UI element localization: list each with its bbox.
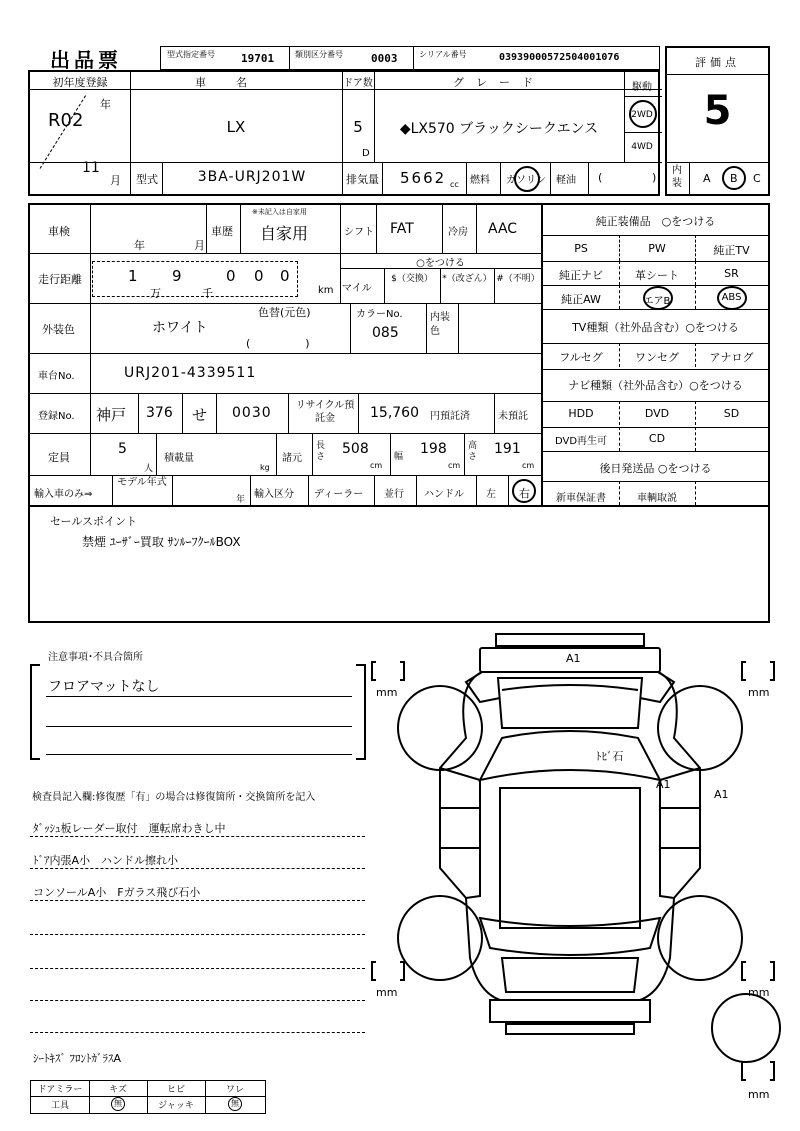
inspector-note-3: コンソールA小 Fガラス飛び石小	[33, 886, 201, 899]
legend-crack: ヒビ	[166, 1085, 185, 1095]
navi-sd: SD	[723, 407, 740, 420]
later-warranty: 新車保証書	[556, 493, 606, 504]
caution-bracket-right	[356, 664, 366, 760]
fuel-gasoline-circle	[514, 166, 540, 192]
mileage-digit-2: 9	[172, 267, 182, 285]
reg-class: 376	[146, 405, 173, 421]
model-spec-label: 型式指定番号	[167, 50, 215, 59]
caution-text: フロアマットなし	[48, 679, 160, 695]
legend-jack: ジャッキ	[158, 1101, 194, 1111]
mileage-label: 走行距離	[38, 273, 82, 286]
displacement-label: 排気量	[346, 173, 379, 186]
mileage-digits-box	[92, 261, 298, 297]
length-label: 長さ	[316, 441, 326, 462]
load-label: 積載量	[164, 453, 194, 464]
grade-value: ◆LX570 ブラックシークエンス	[399, 121, 599, 137]
inspection-year-unit: 年	[134, 239, 145, 252]
mark-right-side: A1	[714, 788, 729, 801]
mm-rear-left: mm	[376, 986, 398, 999]
year-suffix: 年	[100, 98, 111, 111]
navi-label: ナビ種類（社外品含む）○をつける	[568, 379, 743, 392]
recycle-label: リサイクル預託金	[295, 400, 355, 424]
first-reg-label: 初年度登録	[52, 76, 108, 89]
car-diagram	[370, 628, 790, 1128]
parallel-label: 並行	[384, 489, 404, 500]
drive-4wd: 4WD	[631, 142, 653, 152]
dvd-play: DVD再生可	[554, 436, 608, 447]
genuine-label: 純正装備品 ○をつける	[595, 215, 716, 228]
legend-scratch: キズ	[109, 1085, 127, 1095]
doors-type: D	[362, 148, 370, 159]
height-label: 高さ	[468, 441, 478, 462]
navi-dvd: DVD	[644, 407, 670, 420]
right-circle	[512, 479, 536, 503]
sales-point-text: 禁煙 ﾕｰｻﾞｰ買取 ｻﾝﾙｰﾌｸｰﾙBOX	[82, 535, 241, 549]
score-box	[665, 46, 770, 196]
legend-tools: 工具	[50, 1101, 69, 1111]
inspector-note-1: ﾀﾞｯｼｭ板レーダー取付 運転席わきし中	[33, 822, 226, 835]
displacement-unit: cc	[450, 180, 459, 189]
right-label: 右	[519, 487, 530, 500]
legend-tools-circle	[111, 1097, 125, 1111]
interior-b: B	[730, 172, 738, 185]
dims-label: 諸元	[282, 453, 302, 464]
inspection-month-unit: 月	[194, 239, 205, 252]
width-label: 幅	[394, 452, 404, 462]
km-unit: km	[318, 285, 334, 296]
legend-break: ワレ	[225, 1085, 244, 1095]
month-value: 11	[82, 160, 100, 176]
fuel-label: 燃料	[470, 175, 490, 186]
car-name-value: LX	[226, 118, 246, 136]
sen-unit: 千	[202, 287, 213, 300]
chassis-label: 車台No.	[38, 371, 75, 382]
interior-b-circle	[722, 166, 746, 190]
drive-label: 駆動	[632, 82, 652, 93]
abs-circle	[717, 286, 747, 310]
color-no-value: 085	[372, 325, 399, 341]
height-value: 191	[494, 441, 521, 457]
score-value: 5	[703, 88, 732, 134]
recycle-unpaid: 未預託	[498, 411, 528, 422]
mm-rear-right: mm	[748, 986, 770, 999]
legend-jack-value: 無	[231, 1099, 239, 1108]
doors-label: ドア数	[343, 78, 373, 89]
serial-label: シリアル番号	[419, 50, 467, 59]
equip-tv: 純正TV	[713, 244, 750, 257]
model-year-label: モデル年式	[117, 477, 167, 488]
mileage-digit-5: 0	[280, 267, 290, 285]
capacity-unit: 人	[144, 464, 154, 474]
legend-jack-circle	[228, 1097, 242, 1111]
width-value: 198	[420, 441, 447, 457]
model-label: 型式	[136, 173, 158, 186]
length-unit: cm	[370, 461, 383, 470]
mark-label: ○をつける	[416, 258, 465, 269]
class-value: 0003	[371, 52, 398, 65]
interior-a: A	[703, 172, 711, 185]
equip-navi: 純正ナビ	[559, 269, 603, 282]
model-value: 3BA-URJ201W	[197, 169, 307, 185]
exterior-value: ホワイト	[152, 320, 208, 336]
class-label: 類別区分番号	[295, 50, 343, 59]
sales-point-label: セールスポイント	[50, 515, 138, 528]
chassis-value: URJ201-4339511	[124, 365, 257, 381]
caution-label: 注意事項･不具合箇所	[48, 652, 143, 663]
dvd-cd: CD	[648, 432, 666, 445]
width-unit: cm	[448, 461, 461, 470]
length-value: 508	[342, 441, 369, 457]
equipment-block	[541, 203, 770, 507]
mileage-digit-4: 0	[254, 267, 264, 285]
interior-color-label: 内装色	[430, 312, 450, 337]
fuel-other-open: (	[598, 171, 603, 184]
equip-abs: ABS	[721, 292, 742, 303]
serial-value: 03939000572504001076	[499, 52, 620, 63]
airbag-circle	[643, 286, 673, 310]
details-block	[28, 203, 543, 507]
dealer-label: ディーラー	[314, 489, 364, 500]
recycle-value: 15,760	[370, 405, 419, 421]
tv-label: TV種類（社外品含む）○をつける	[572, 321, 739, 334]
legend-tools-value: 無	[114, 1099, 122, 1108]
left-label: 左	[486, 489, 496, 500]
ac-label: 冷房	[448, 227, 468, 238]
inspection-label: 車検	[48, 225, 70, 238]
legend-door-mirror: ドアミラー	[37, 1085, 83, 1095]
mileage-digit-3: 0	[226, 267, 236, 285]
repaint-paren: ( )	[246, 337, 310, 350]
grade-label: グレード	[453, 76, 545, 89]
inspector-note-2: ﾄﾞｱ内張A小 ハンドル擦れ小	[33, 854, 179, 867]
equip-aw: 純正AW	[561, 293, 601, 306]
equip-airbag: エアB	[643, 296, 671, 307]
drive-2wd-circle	[629, 100, 657, 128]
navi-hdd: HDD	[568, 407, 594, 420]
legend-table	[30, 1080, 266, 1114]
displacement-value: 5662	[400, 169, 447, 187]
height-unit: cm	[522, 461, 535, 470]
man-unit: 万	[150, 287, 161, 300]
tv-oneseg: ワンセグ	[635, 351, 679, 364]
inspector-label: 検査員記入欄:修復歴「有」の場合は修復箇所・交換箇所を記入	[32, 792, 316, 803]
mark-right-door: A1	[656, 778, 671, 791]
mm-front-right: mm	[748, 686, 770, 699]
mark-windshield: ﾄﾋﾞ石	[596, 750, 624, 763]
unknown-label: #（不明）	[496, 274, 540, 284]
reg-city: 神戸	[96, 406, 127, 424]
caution-bracket	[30, 664, 40, 760]
load-unit: kg	[260, 463, 270, 472]
equip-leather: 革シート	[635, 269, 679, 282]
interior-c: C	[753, 172, 761, 185]
reg-kana: せ	[192, 406, 208, 424]
bottom-note: ｼｰﾄｷｽﾞ ﾌﾛﾝﾄｶﾞﾗｽA	[33, 1052, 122, 1065]
exchange-label: $（交換）	[391, 274, 433, 284]
repaint-label: 色替(元色)	[258, 306, 311, 319]
mark-front-bumper: A1	[566, 652, 581, 665]
reg-number: 0030	[232, 405, 272, 421]
mm-front-left: mm	[376, 686, 398, 699]
color-no-label: カラーNo.	[356, 309, 403, 320]
tv-fullseg: フルセグ	[559, 351, 603, 364]
header-codes	[160, 46, 660, 70]
later-label: 後日発送品 ○をつける	[599, 462, 712, 475]
sheet-title: 出品票	[50, 48, 122, 72]
sales-point-box	[28, 505, 770, 623]
handle-label: ハンドル	[424, 489, 464, 500]
vehicle-block	[28, 70, 660, 196]
capacity-value: 5	[118, 441, 127, 457]
month-suffix: 月	[110, 174, 121, 187]
history-value: 自家用	[260, 224, 309, 243]
model-spec-value: 19701	[241, 52, 275, 65]
model-year-unit: 年	[236, 495, 246, 505]
import-label: 輸入車のみ⇒	[34, 489, 93, 500]
shift-value: FAT	[390, 221, 414, 237]
first-reg-era: R02	[48, 110, 84, 131]
equip-sr: SR	[724, 267, 739, 280]
altered-label: *（改ざん）	[442, 274, 492, 284]
history-label: 車歴	[211, 225, 233, 238]
mileage-digit-1: 1	[128, 267, 138, 285]
fuel-diesel: 軽油	[556, 175, 576, 186]
fuel-gasoline: ガソリン	[506, 175, 546, 186]
doors-value: 5	[353, 118, 363, 136]
car-name-label: 車名	[195, 76, 277, 89]
shift-label: シフト	[344, 227, 374, 238]
reg-label: 登録No.	[38, 411, 75, 422]
import-type-label: 輸入区分	[254, 489, 294, 500]
later-manual: 車輌取説	[637, 493, 677, 504]
equip-pw: PW	[648, 242, 666, 255]
drive-2wd: 2WD	[631, 110, 653, 120]
equip-ps: PS	[574, 242, 588, 255]
capacity-label: 定員	[48, 451, 70, 464]
exterior-label: 外装色	[42, 323, 75, 336]
recycle-paid: 円預託済	[430, 411, 470, 422]
interior-label: 内装	[672, 165, 682, 189]
history-note: ※未記入は自家用	[252, 208, 307, 216]
ac-value: AAC	[488, 221, 518, 237]
mile-label: マイル	[342, 283, 372, 294]
fuel-other-close: )	[652, 171, 657, 184]
tv-analog: アナログ	[709, 351, 754, 364]
score-label: 評価点	[695, 56, 740, 69]
mm-spare: mm	[748, 1088, 770, 1101]
